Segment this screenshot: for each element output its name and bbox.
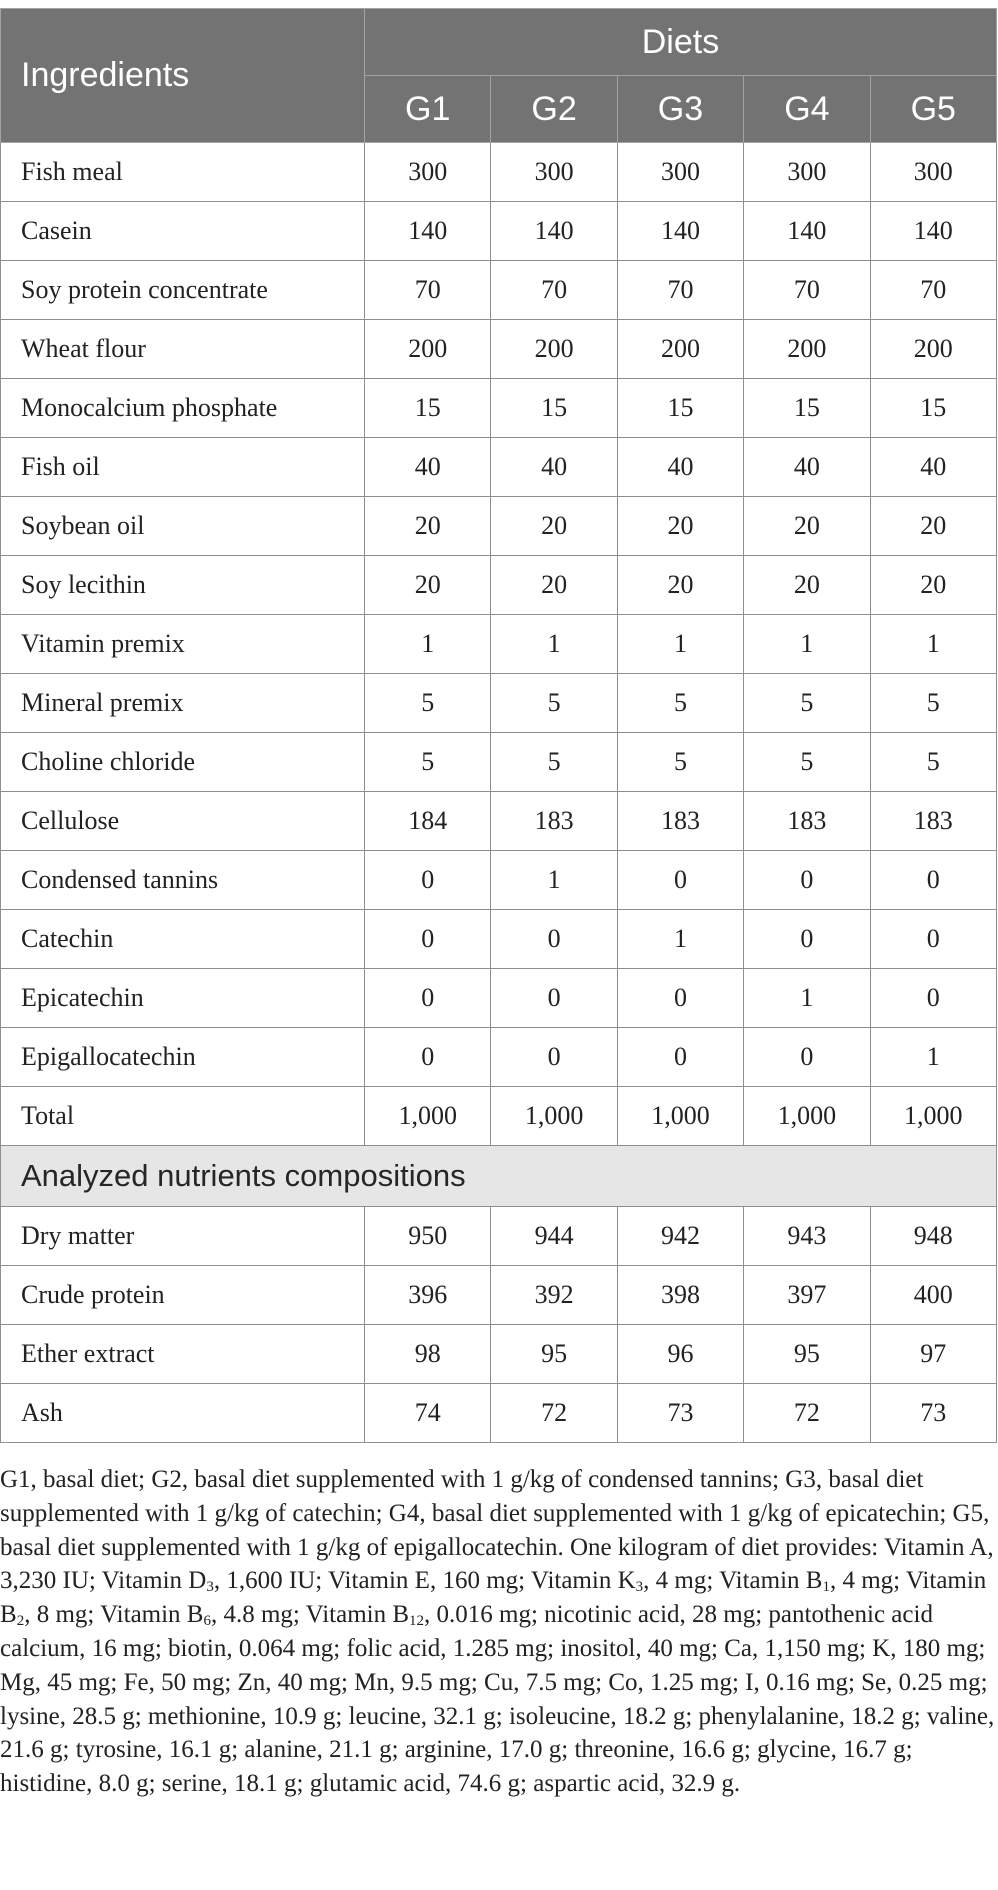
value-cell-g5: 15 <box>870 379 996 438</box>
value-cell-g1: 0 <box>365 969 491 1028</box>
value-cell-g1: 15 <box>365 379 491 438</box>
table-row <box>1 143 997 202</box>
footnote-text: , 1,600 IU; Vitamin E, 160 mg; Vitamin K <box>213 1567 636 1595</box>
value-cell-g5: 948 <box>870 1207 996 1266</box>
row-label: Catechin <box>1 910 365 969</box>
value-cell-g5: 1,000 <box>870 1087 996 1146</box>
ingredient-rows <box>1 143 997 1146</box>
table-row <box>1 733 997 792</box>
table-row <box>1 1325 997 1384</box>
value-cell-g2: 300 <box>491 143 617 202</box>
value-cell-g4: 0 <box>744 1028 870 1087</box>
value-cell-g2: 944 <box>491 1207 617 1266</box>
footnote-subscript: 6 <box>203 1613 211 1630</box>
value-cell-g4: 200 <box>744 320 870 379</box>
value-cell-g4: 397 <box>744 1266 870 1325</box>
row-label: Epicatechin <box>1 969 365 1028</box>
value-cell-g3: 398 <box>617 1266 743 1325</box>
table-row <box>1 1207 997 1266</box>
value-cell-g3: 200 <box>617 320 743 379</box>
value-cell-g2: 95 <box>491 1325 617 1384</box>
value-cell-g5: 40 <box>870 438 996 497</box>
table-row <box>1 497 997 556</box>
value-cell-g1: 950 <box>365 1207 491 1266</box>
value-cell-g4: 20 <box>744 497 870 556</box>
ingredients-column-header: Ingredients <box>1 9 365 143</box>
footnote-subscript: 2 <box>16 1613 25 1630</box>
table-row <box>1 320 997 379</box>
value-cell-g1: 140 <box>365 202 491 261</box>
value-cell-g3: 140 <box>617 202 743 261</box>
row-label: Epigallocatechin <box>1 1028 365 1087</box>
value-cell-g5: 97 <box>870 1325 996 1384</box>
value-cell-g4: 183 <box>744 792 870 851</box>
value-cell-g5: 400 <box>870 1266 996 1325</box>
value-cell-g3: 1 <box>617 615 743 674</box>
value-cell-g3: 1 <box>617 910 743 969</box>
value-cell-g4: 0 <box>744 910 870 969</box>
value-cell-g5: 5 <box>870 674 996 733</box>
value-cell-g4: 72 <box>744 1384 870 1443</box>
section-header-row <box>1 1146 997 1207</box>
row-label: Monocalcium phosphate <box>1 379 365 438</box>
value-cell-g2: 20 <box>491 497 617 556</box>
value-cell-g5: 140 <box>870 202 996 261</box>
value-cell-g5: 0 <box>870 851 996 910</box>
value-cell-g3: 5 <box>617 733 743 792</box>
value-cell-g1: 70 <box>365 261 491 320</box>
table-row <box>1 261 997 320</box>
value-cell-g3: 942 <box>617 1207 743 1266</box>
value-cell-g5: 70 <box>870 261 996 320</box>
value-cell-g1: 200 <box>365 320 491 379</box>
value-cell-g3: 0 <box>617 1028 743 1087</box>
value-cell-g5: 1 <box>870 1028 996 1087</box>
row-label: Mineral premix <box>1 674 365 733</box>
value-cell-g1: 98 <box>365 1325 491 1384</box>
value-cell-g2: 140 <box>491 202 617 261</box>
value-cell-g4: 70 <box>744 261 870 320</box>
row-label: Casein <box>1 202 365 261</box>
table-row <box>1 556 997 615</box>
row-label: Soybean oil <box>1 497 365 556</box>
value-cell-g4: 0 <box>744 851 870 910</box>
table-row <box>1 910 997 969</box>
value-cell-g1: 40 <box>365 438 491 497</box>
value-cell-g4: 5 <box>744 674 870 733</box>
value-cell-g3: 20 <box>617 497 743 556</box>
value-cell-g2: 183 <box>491 792 617 851</box>
value-cell-g5: 200 <box>870 320 996 379</box>
row-label: Fish meal <box>1 143 365 202</box>
value-cell-g5: 300 <box>870 143 996 202</box>
value-cell-g3: 73 <box>617 1384 743 1443</box>
value-cell-g4: 140 <box>744 202 870 261</box>
value-cell-g3: 1,000 <box>617 1087 743 1146</box>
value-cell-g3: 96 <box>617 1325 743 1384</box>
value-cell-g1: 1,000 <box>365 1087 491 1146</box>
value-cell-g5: 5 <box>870 733 996 792</box>
value-cell-g3: 0 <box>617 969 743 1028</box>
row-label: Cellulose <box>1 792 365 851</box>
value-cell-g2: 20 <box>491 556 617 615</box>
value-cell-g4: 1,000 <box>744 1087 870 1146</box>
value-cell-g5: 183 <box>870 792 996 851</box>
footnote-text: , 4.8 mg; Vitamin B <box>210 1601 410 1629</box>
value-cell-g3: 70 <box>617 261 743 320</box>
diet-composition-document <box>0 8 996 1801</box>
footnote-text: G1, basal diet; G2, basal diet supplemented with 1 g/kg of condensed tannins; G3, basal diet supplemented with 1 g/kg of catechin; G4, basal diet supplemented with 1 g/kg of epicatechin; G5, basal diet supplemented with 1 g/kg of epigallocatechin. One kilogram of diet provides: Vitamin A, 3,230 IU; Vitamin D <box>0 1466 994 1595</box>
group-header-g2: G2 <box>491 76 617 143</box>
footnote-subscript: 3 <box>635 1579 644 1596</box>
row-label: Choline chloride <box>1 733 365 792</box>
table-row <box>1 379 997 438</box>
value-cell-g1: 184 <box>365 792 491 851</box>
value-cell-g1: 396 <box>365 1266 491 1325</box>
value-cell-g4: 1 <box>744 615 870 674</box>
value-cell-g3: 15 <box>617 379 743 438</box>
footnote-subscript: 3 <box>206 1579 214 1596</box>
value-cell-g1: 20 <box>365 497 491 556</box>
value-cell-g5: 0 <box>870 969 996 1028</box>
row-label: Wheat flour <box>1 320 365 379</box>
value-cell-g2: 1 <box>491 851 617 910</box>
value-cell-g2: 15 <box>491 379 617 438</box>
footnote-text: , 4 mg; Vitamin B <box>0 1567 987 1629</box>
table-footnote <box>0 1463 996 1801</box>
value-cell-g4: 1 <box>744 969 870 1028</box>
table-row <box>1 674 997 733</box>
row-label: Condensed tannins <box>1 851 365 910</box>
value-cell-g2: 70 <box>491 261 617 320</box>
table-header-row-top <box>1 9 997 76</box>
group-header-g4: G4 <box>744 76 870 143</box>
value-cell-g1: 20 <box>365 556 491 615</box>
value-cell-g1: 0 <box>365 1028 491 1087</box>
table-row <box>1 1087 997 1146</box>
value-cell-g4: 300 <box>744 143 870 202</box>
value-cell-g2: 0 <box>491 910 617 969</box>
footnote-text: , 8 mg; Vitamin B <box>24 1601 204 1629</box>
footnote-subscript: 1 <box>822 1579 830 1596</box>
group-header-g3: G3 <box>617 76 743 143</box>
value-cell-g3: 0 <box>617 851 743 910</box>
value-cell-g4: 15 <box>744 379 870 438</box>
row-label: Soy lecithin <box>1 556 365 615</box>
value-cell-g1: 1 <box>365 615 491 674</box>
value-cell-g4: 5 <box>744 733 870 792</box>
value-cell-g1: 0 <box>365 910 491 969</box>
value-cell-g3: 300 <box>617 143 743 202</box>
value-cell-g5: 1 <box>870 615 996 674</box>
value-cell-g3: 5 <box>617 674 743 733</box>
value-cell-g5: 20 <box>870 497 996 556</box>
value-cell-g4: 95 <box>744 1325 870 1384</box>
row-label: Dry matter <box>1 1207 365 1266</box>
value-cell-g3: 183 <box>617 792 743 851</box>
value-cell-g3: 20 <box>617 556 743 615</box>
table-row <box>1 1266 997 1325</box>
table-row <box>1 1384 997 1443</box>
value-cell-g5: 0 <box>870 910 996 969</box>
nutrient-rows <box>1 1207 997 1443</box>
value-cell-g5: 73 <box>870 1384 996 1443</box>
value-cell-g2: 0 <box>491 1028 617 1087</box>
value-cell-g2: 392 <box>491 1266 617 1325</box>
table-row <box>1 792 997 851</box>
row-label: Fish oil <box>1 438 365 497</box>
section-header-group <box>1 1146 997 1207</box>
value-cell-g2: 0 <box>491 969 617 1028</box>
table-row <box>1 969 997 1028</box>
footnote-text: , 0.016 mg; nicotinic acid, 28 mg; pantothenic acid calcium, 16 mg; biotin, 0.064 mg; folic acid, 1.285 mg; inositol, 40 mg; Ca, 1,150 mg; K, 180 mg; Mg, 45 mg; Fe, 50 mg; Zn, 40 mg; Mn, 9.5 mg; Cu, 7.5 mg; Co, 1.25 mg; I, 0.16 mg; Se, 0.25 mg; lysine, 28.5 g; methionine, 10.9 g; leucine, 32.1 g; isoleucine, 18.2 g; phenylalanine, 18.2 g; valine, 21.6 g; tyrosine, 16.1 g; alanine, 21.1 g; arginine, 17.0 g; threonine, 16.6 g; glycine, 16.7 g; histidine, 8.0 g; serine, 18.1 g; glutamic acid, 74.6 g; aspartic acid, 32.9 g. <box>0 1601 995 1798</box>
value-cell-g3: 40 <box>617 438 743 497</box>
value-cell-g1: 5 <box>365 674 491 733</box>
value-cell-g4: 20 <box>744 556 870 615</box>
value-cell-g1: 5 <box>365 733 491 792</box>
value-cell-g4: 40 <box>744 438 870 497</box>
row-label: Ether extract <box>1 1325 365 1384</box>
table-row <box>1 202 997 261</box>
row-label: Soy protein concentrate <box>1 261 365 320</box>
group-header-g1: G1 <box>365 76 491 143</box>
table-row <box>1 615 997 674</box>
diets-column-group-header: Diets <box>365 9 997 76</box>
footnote-text: , 4 mg; Vitamin B <box>643 1567 823 1595</box>
value-cell-g4: 943 <box>744 1207 870 1266</box>
group-header-g5: G5 <box>870 76 996 143</box>
value-cell-g2: 200 <box>491 320 617 379</box>
row-label: Crude protein <box>1 1266 365 1325</box>
value-cell-g2: 5 <box>491 674 617 733</box>
table-row <box>1 1028 997 1087</box>
value-cell-g2: 72 <box>491 1384 617 1443</box>
row-label: Total <box>1 1087 365 1146</box>
footnote-subscript: 12 <box>409 1613 425 1630</box>
value-cell-g1: 74 <box>365 1384 491 1443</box>
section-header-analyzed-nutrients: Analyzed nutrients compositions <box>1 1146 997 1207</box>
value-cell-g2: 1,000 <box>491 1087 617 1146</box>
diet-composition-table <box>0 8 997 1443</box>
row-label: Ash <box>1 1384 365 1443</box>
value-cell-g1: 0 <box>365 851 491 910</box>
value-cell-g2: 40 <box>491 438 617 497</box>
table-row <box>1 851 997 910</box>
row-label: Vitamin premix <box>1 615 365 674</box>
table-row <box>1 438 997 497</box>
value-cell-g2: 1 <box>491 615 617 674</box>
value-cell-g5: 20 <box>870 556 996 615</box>
value-cell-g2: 5 <box>491 733 617 792</box>
value-cell-g1: 300 <box>365 143 491 202</box>
